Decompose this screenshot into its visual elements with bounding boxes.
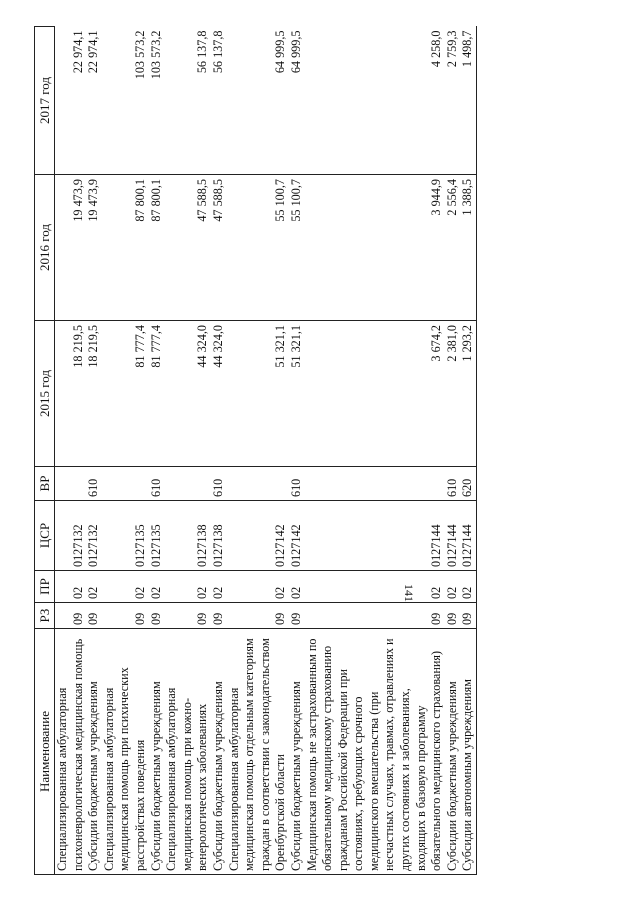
table-row (460, 27, 476, 875)
cell-csr (289, 501, 305, 571)
cell-value-csr: 0127142 (288, 524, 303, 567)
cell-rz (211, 603, 227, 629)
row-name-line: Специализированная амбулаторная (55, 687, 69, 871)
row-name-line: граждан в соответствии с законодательством (257, 638, 272, 871)
cell-y2016 (445, 175, 461, 321)
cell-rz (445, 603, 461, 629)
cell-vr (227, 467, 289, 501)
cell-csr (460, 501, 476, 571)
cell-value-y2015: 3 674,2 (429, 325, 444, 362)
cell-value-y2017: 103 573,2 (148, 30, 163, 80)
cell-value-pr: 02 (148, 586, 163, 599)
row-name-line: обязательному медицинскому страхованию (320, 645, 335, 871)
cell-value-pr: 02 (288, 586, 303, 599)
cell-value-y2016: 3 944,9 (429, 179, 444, 216)
cell-value-y2017: 56 137,8 (210, 30, 225, 74)
cell-value-y2015: 2 381,0 (444, 325, 459, 362)
cell-vr (445, 467, 461, 501)
cell-pr (86, 571, 102, 603)
cell-value-y2016: 47 588,5 (210, 179, 225, 222)
cell-rz (102, 603, 149, 629)
cell-value-vr: 610 (148, 478, 163, 497)
cell-value-vr: 610 (444, 478, 459, 497)
row-name-line: Субсидии автономным учреждениям (460, 679, 475, 871)
cell-value-vr (195, 470, 211, 497)
cell-rz (227, 603, 289, 629)
cell-vr (289, 467, 305, 501)
cell-y2017 (164, 27, 211, 175)
cell-value-vr (71, 470, 87, 497)
cell-y2017 (227, 27, 289, 175)
cell-value-csr: 0127142 (273, 524, 288, 567)
cell-value-y2017: 64 999,5 (288, 30, 303, 74)
cell-vr (211, 467, 227, 501)
cell-y2016 (211, 175, 227, 321)
table-row (227, 27, 289, 875)
table-row (445, 27, 461, 875)
cell-y2015 (164, 321, 211, 467)
cell-value-y2015: 1 293,2 (460, 325, 475, 362)
header-2016: 2016 год (35, 175, 55, 321)
cell-vr (86, 467, 102, 501)
row-name (86, 629, 102, 875)
table-body (55, 27, 477, 875)
cell-value-y2017: 64 999,5 (273, 30, 288, 74)
cell-y2017 (102, 27, 149, 175)
row-name-line: других состояниях и заболеваниях, (398, 688, 413, 871)
cell-value-vr: 610 (288, 478, 303, 497)
row-name-line: входящих в базовую программу (413, 705, 428, 871)
cell-value-y2015: 44 324,0 (195, 325, 210, 368)
cell-csr (227, 501, 289, 571)
cell-y2015 (55, 321, 87, 467)
cell-pr (445, 571, 461, 603)
row-name-line: Субсидии бюджетным учреждениям (86, 681, 101, 871)
cell-value-y2015: 18 219,5 (70, 325, 85, 368)
cell-rz (460, 603, 476, 629)
cell-pr (164, 571, 211, 603)
header-2015: 2015 год (35, 321, 55, 467)
row-name-line: несчастных случаях, травмах, отравлениях и (382, 638, 397, 871)
cell-y2015 (227, 321, 289, 467)
cell-value-pr: 02 (70, 586, 85, 599)
cell-y2017 (305, 27, 445, 175)
header-rz: РЗ (35, 603, 55, 629)
cell-value-vr (429, 470, 445, 497)
row-name-line: состояниях, требующих срочного (351, 696, 366, 871)
row-name (227, 629, 289, 875)
cell-rz (149, 603, 165, 629)
row-name-line: медицинская помощь отдельным категориям (242, 638, 257, 871)
cell-value-y2017: 1 498,7 (460, 30, 475, 68)
cell-vr (164, 467, 211, 501)
cell-vr (55, 467, 87, 501)
cell-y2017 (211, 27, 227, 175)
cell-y2015 (211, 321, 227, 467)
cell-value-rz: 09 (132, 612, 147, 625)
row-name (55, 629, 87, 875)
row-name (102, 629, 149, 875)
cell-value-y2016: 87 800,1 (132, 179, 147, 222)
rotated-table-container (34, 27, 612, 875)
cell-value-pr: 02 (460, 586, 475, 599)
table-row (55, 27, 87, 875)
cell-y2016 (289, 175, 305, 321)
cell-value-rz: 09 (210, 612, 225, 625)
cell-value-y2015: 81 777,4 (132, 325, 147, 368)
cell-y2016 (227, 175, 289, 321)
table-row (86, 27, 102, 875)
header-pr: ПР (35, 571, 55, 603)
cell-value-y2016: 19 473,9 (86, 179, 101, 222)
cell-y2017 (289, 27, 305, 175)
cell-value-y2017: 103 573,2 (132, 30, 147, 80)
cell-value-y2016: 2 556,4 (444, 179, 459, 216)
cell-value-csr: 0127144 (460, 524, 475, 567)
cell-csr (149, 501, 165, 571)
header-2017: 2017 год (35, 27, 55, 175)
cell-y2016 (55, 175, 87, 321)
cell-pr (305, 571, 445, 603)
row-name (164, 629, 211, 875)
cell-value-csr: 0127138 (210, 524, 225, 567)
cell-vr (460, 467, 476, 501)
cell-value-y2016: 19 473,9 (70, 179, 85, 222)
cell-pr (55, 571, 87, 603)
row-name-line: Субсидии бюджетным учреждениям (210, 681, 225, 871)
cell-value-y2016: 87 800,1 (148, 179, 163, 222)
cell-value-pr: 02 (444, 586, 459, 599)
header-vr: ВР (35, 467, 55, 501)
row-name-line: Специализированная амбулаторная (164, 687, 179, 871)
cell-vr (305, 467, 445, 501)
cell-y2015 (305, 321, 445, 467)
row-name-line: гражданам Российской Федерации при (335, 668, 350, 871)
cell-value-y2015: 18 219,5 (86, 325, 101, 368)
cell-csr (164, 501, 211, 571)
cell-y2016 (149, 175, 165, 321)
table-row (305, 27, 445, 875)
cell-value-y2017: 22 974,1 (86, 30, 101, 74)
row-name (445, 629, 461, 875)
cell-value-pr: 02 (429, 586, 444, 599)
cell-y2016 (164, 175, 211, 321)
cell-y2015 (289, 321, 305, 467)
row-name-line: медицинская помощь при психических (117, 667, 132, 871)
cell-value-y2016: 1 388,5 (460, 179, 475, 216)
cell-rz (289, 603, 305, 629)
cell-value-csr: 0127135 (132, 524, 147, 567)
cell-csr (55, 501, 87, 571)
cell-value-vr: 610 (86, 478, 101, 497)
cell-value-y2017: 56 137,8 (195, 30, 210, 74)
cell-y2017 (445, 27, 461, 175)
cell-pr (211, 571, 227, 603)
cell-value-csr: 0127144 (444, 524, 459, 567)
header-csr: ЦСР (35, 501, 55, 571)
row-name (305, 629, 445, 875)
row-name-line: Субсидии бюджетным учреждениям (444, 681, 459, 871)
cell-value-rz: 09 (70, 612, 85, 625)
row-name-line: расстройствах поведения (132, 739, 147, 871)
cell-value-vr: 610 (210, 478, 225, 497)
cell-y2016 (460, 175, 476, 321)
row-name-line: Оренбургской области (273, 754, 288, 871)
cell-y2017 (86, 27, 102, 175)
table-row (289, 27, 305, 875)
cell-value-csr: 0127135 (148, 524, 163, 567)
cell-value-y2015: 81 777,4 (148, 325, 163, 368)
cell-value-csr: 0127132 (86, 524, 101, 567)
cell-pr (227, 571, 289, 603)
row-name (289, 629, 305, 875)
cell-value-rz: 09 (288, 612, 303, 625)
cell-pr (460, 571, 476, 603)
cell-value-rz: 09 (148, 612, 163, 625)
cell-y2015 (149, 321, 165, 467)
cell-value-vr: 620 (460, 478, 475, 497)
cell-pr (102, 571, 149, 603)
cell-value-pr: 02 (273, 586, 288, 599)
row-name-line: обязательного медицинского страхования) (429, 650, 444, 871)
cell-value-y2016: 47 588,5 (195, 179, 210, 222)
row-name-line: Медицинская помощь не застрахованным по (304, 638, 319, 871)
cell-y2015 (102, 321, 149, 467)
cell-pr (149, 571, 165, 603)
cell-rz (55, 603, 87, 629)
row-name (149, 629, 165, 875)
cell-value-vr (133, 470, 149, 497)
cell-csr (86, 501, 102, 571)
table-row (164, 27, 211, 875)
row-name-line: Субсидии бюджетным учреждениям (288, 681, 303, 871)
cell-vr (102, 467, 149, 501)
cell-csr (305, 501, 445, 571)
cell-y2017 (55, 27, 87, 175)
cell-value-csr: 0127132 (70, 524, 85, 567)
cell-y2015 (86, 321, 102, 467)
row-name-line: медицинская помощь при кожно- (179, 697, 194, 871)
row-name-line: Специализированная амбулаторная (101, 687, 116, 871)
table-row (149, 27, 165, 875)
cell-value-y2016: 55 100,7 (273, 179, 288, 222)
cell-y2016 (305, 175, 445, 321)
cell-value-rz: 09 (273, 612, 288, 625)
cell-rz (86, 603, 102, 629)
cell-value-pr: 02 (210, 586, 225, 599)
cell-pr (289, 571, 305, 603)
cell-value-csr: 0127144 (429, 524, 444, 567)
cell-value-rz: 09 (429, 612, 444, 625)
page-number: 141 (402, 584, 416, 602)
cell-y2017 (149, 27, 165, 175)
row-name-line: медицинского вмешательства (при (366, 691, 381, 871)
cell-csr (211, 501, 227, 571)
cell-y2015 (460, 321, 476, 467)
cell-value-pr: 02 (86, 586, 101, 599)
table-row (102, 27, 149, 875)
cell-value-y2015: 44 324,0 (210, 325, 225, 368)
cell-vr (149, 467, 165, 501)
row-name-line: Специализированная амбулаторная (226, 687, 241, 871)
table-header-row (35, 27, 55, 875)
row-name-line: психоневрологическая медицинская помощь (70, 638, 85, 871)
cell-y2016 (86, 175, 102, 321)
cell-value-vr (273, 470, 289, 497)
cell-value-rz: 09 (195, 612, 210, 625)
cell-value-pr: 02 (132, 586, 147, 599)
cell-value-y2017: 4 258,0 (429, 30, 444, 68)
cell-value-pr: 02 (195, 586, 210, 599)
table-row (211, 27, 227, 875)
cell-value-csr: 0127138 (195, 524, 210, 567)
budget-table (34, 26, 477, 875)
row-name (460, 629, 476, 875)
cell-value-y2016: 55 100,7 (288, 179, 303, 222)
cell-rz (164, 603, 211, 629)
cell-value-rz: 09 (444, 612, 459, 625)
cell-csr (445, 501, 461, 571)
cell-csr (102, 501, 149, 571)
header-name: Наименование (35, 629, 55, 875)
cell-rz (305, 603, 445, 629)
row-name-line: венерологических заболеваниях (195, 703, 210, 871)
cell-y2016 (102, 175, 149, 321)
cell-y2017 (460, 27, 476, 175)
cell-value-rz: 09 (460, 612, 475, 625)
cell-value-y2017: 22 974,1 (70, 30, 85, 74)
cell-value-y2015: 51 321,1 (288, 325, 303, 368)
row-name-line: Субсидии бюджетным учреждениям (148, 681, 163, 871)
cell-y2015 (445, 321, 461, 467)
cell-value-y2017: 2 759,3 (444, 30, 459, 68)
row-name (211, 629, 227, 875)
cell-value-y2015: 51 321,1 (273, 325, 288, 368)
cell-value-rz: 09 (86, 612, 101, 625)
